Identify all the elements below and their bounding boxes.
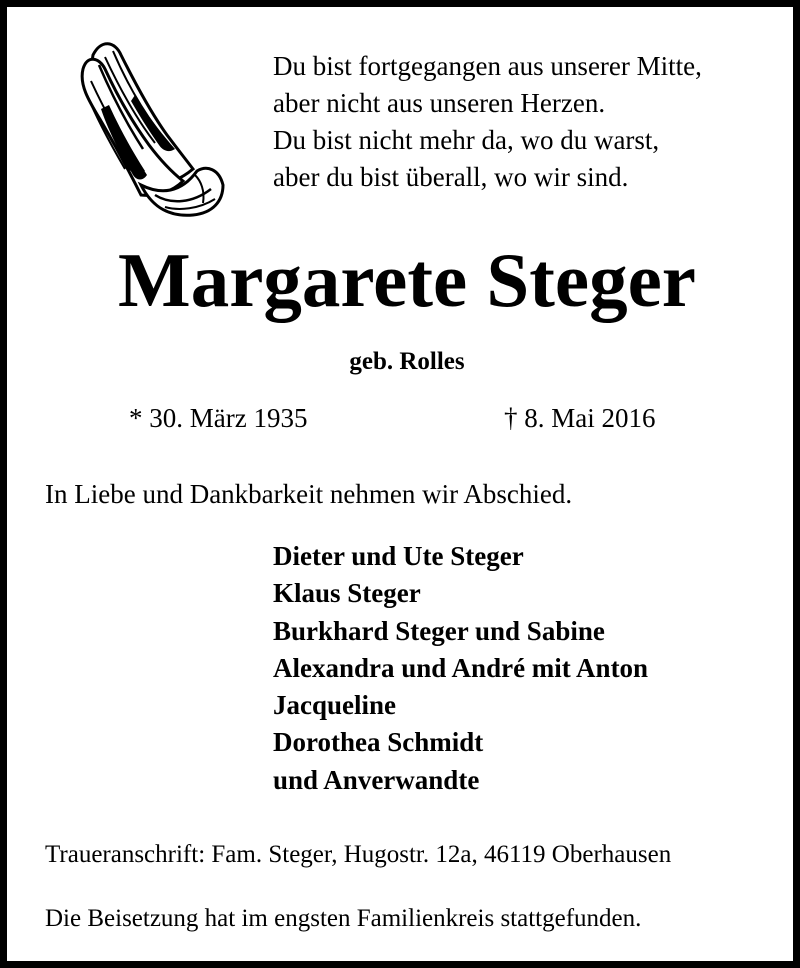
farewell-text: In Liebe und Dankbarkeit nehmen wir Abschied. (45, 479, 573, 509)
death-date: † 8. Mai 2016 (504, 403, 656, 433)
poem-line: Du bist fortgegangen aus unserer Mitte, (273, 51, 702, 81)
poem-line: aber du bist überall, wo wir sind. (273, 162, 629, 192)
poem-line: aber nicht aus unseren Herzen. (273, 88, 606, 118)
maiden-name: geb. Rolles (349, 348, 465, 375)
mourner-name: Dieter und Ute Steger (273, 541, 524, 571)
birth-date: * 30. März 1935 (129, 403, 308, 433)
mourner-name: Klaus Steger (273, 578, 421, 609)
mourner-name: Jacqueline (273, 690, 397, 721)
praying-hands-icon (75, 35, 225, 217)
burial-note: Die Beisetzung hat im engsten Familienkreis stattgefunden. (45, 905, 642, 932)
mourner-name: Alexandra und André mit Anton (273, 652, 649, 683)
poem-line: Du bist nicht mehr da, wo du warst, (273, 125, 660, 155)
mourner-name: Dorothea Schmidt (273, 727, 484, 758)
deceased-name: Margarete Steger (118, 237, 696, 323)
mourner-name: Burkhard Steger und Sabine (273, 615, 605, 646)
mourner-name: und Anverwandte (273, 764, 480, 795)
memorial-poem (273, 48, 702, 196)
mourners-list (273, 538, 648, 799)
mourning-address: Traueranschrift: Fam. Steger, Hugostr. 12a, 46119 Oberhausen (45, 841, 672, 868)
